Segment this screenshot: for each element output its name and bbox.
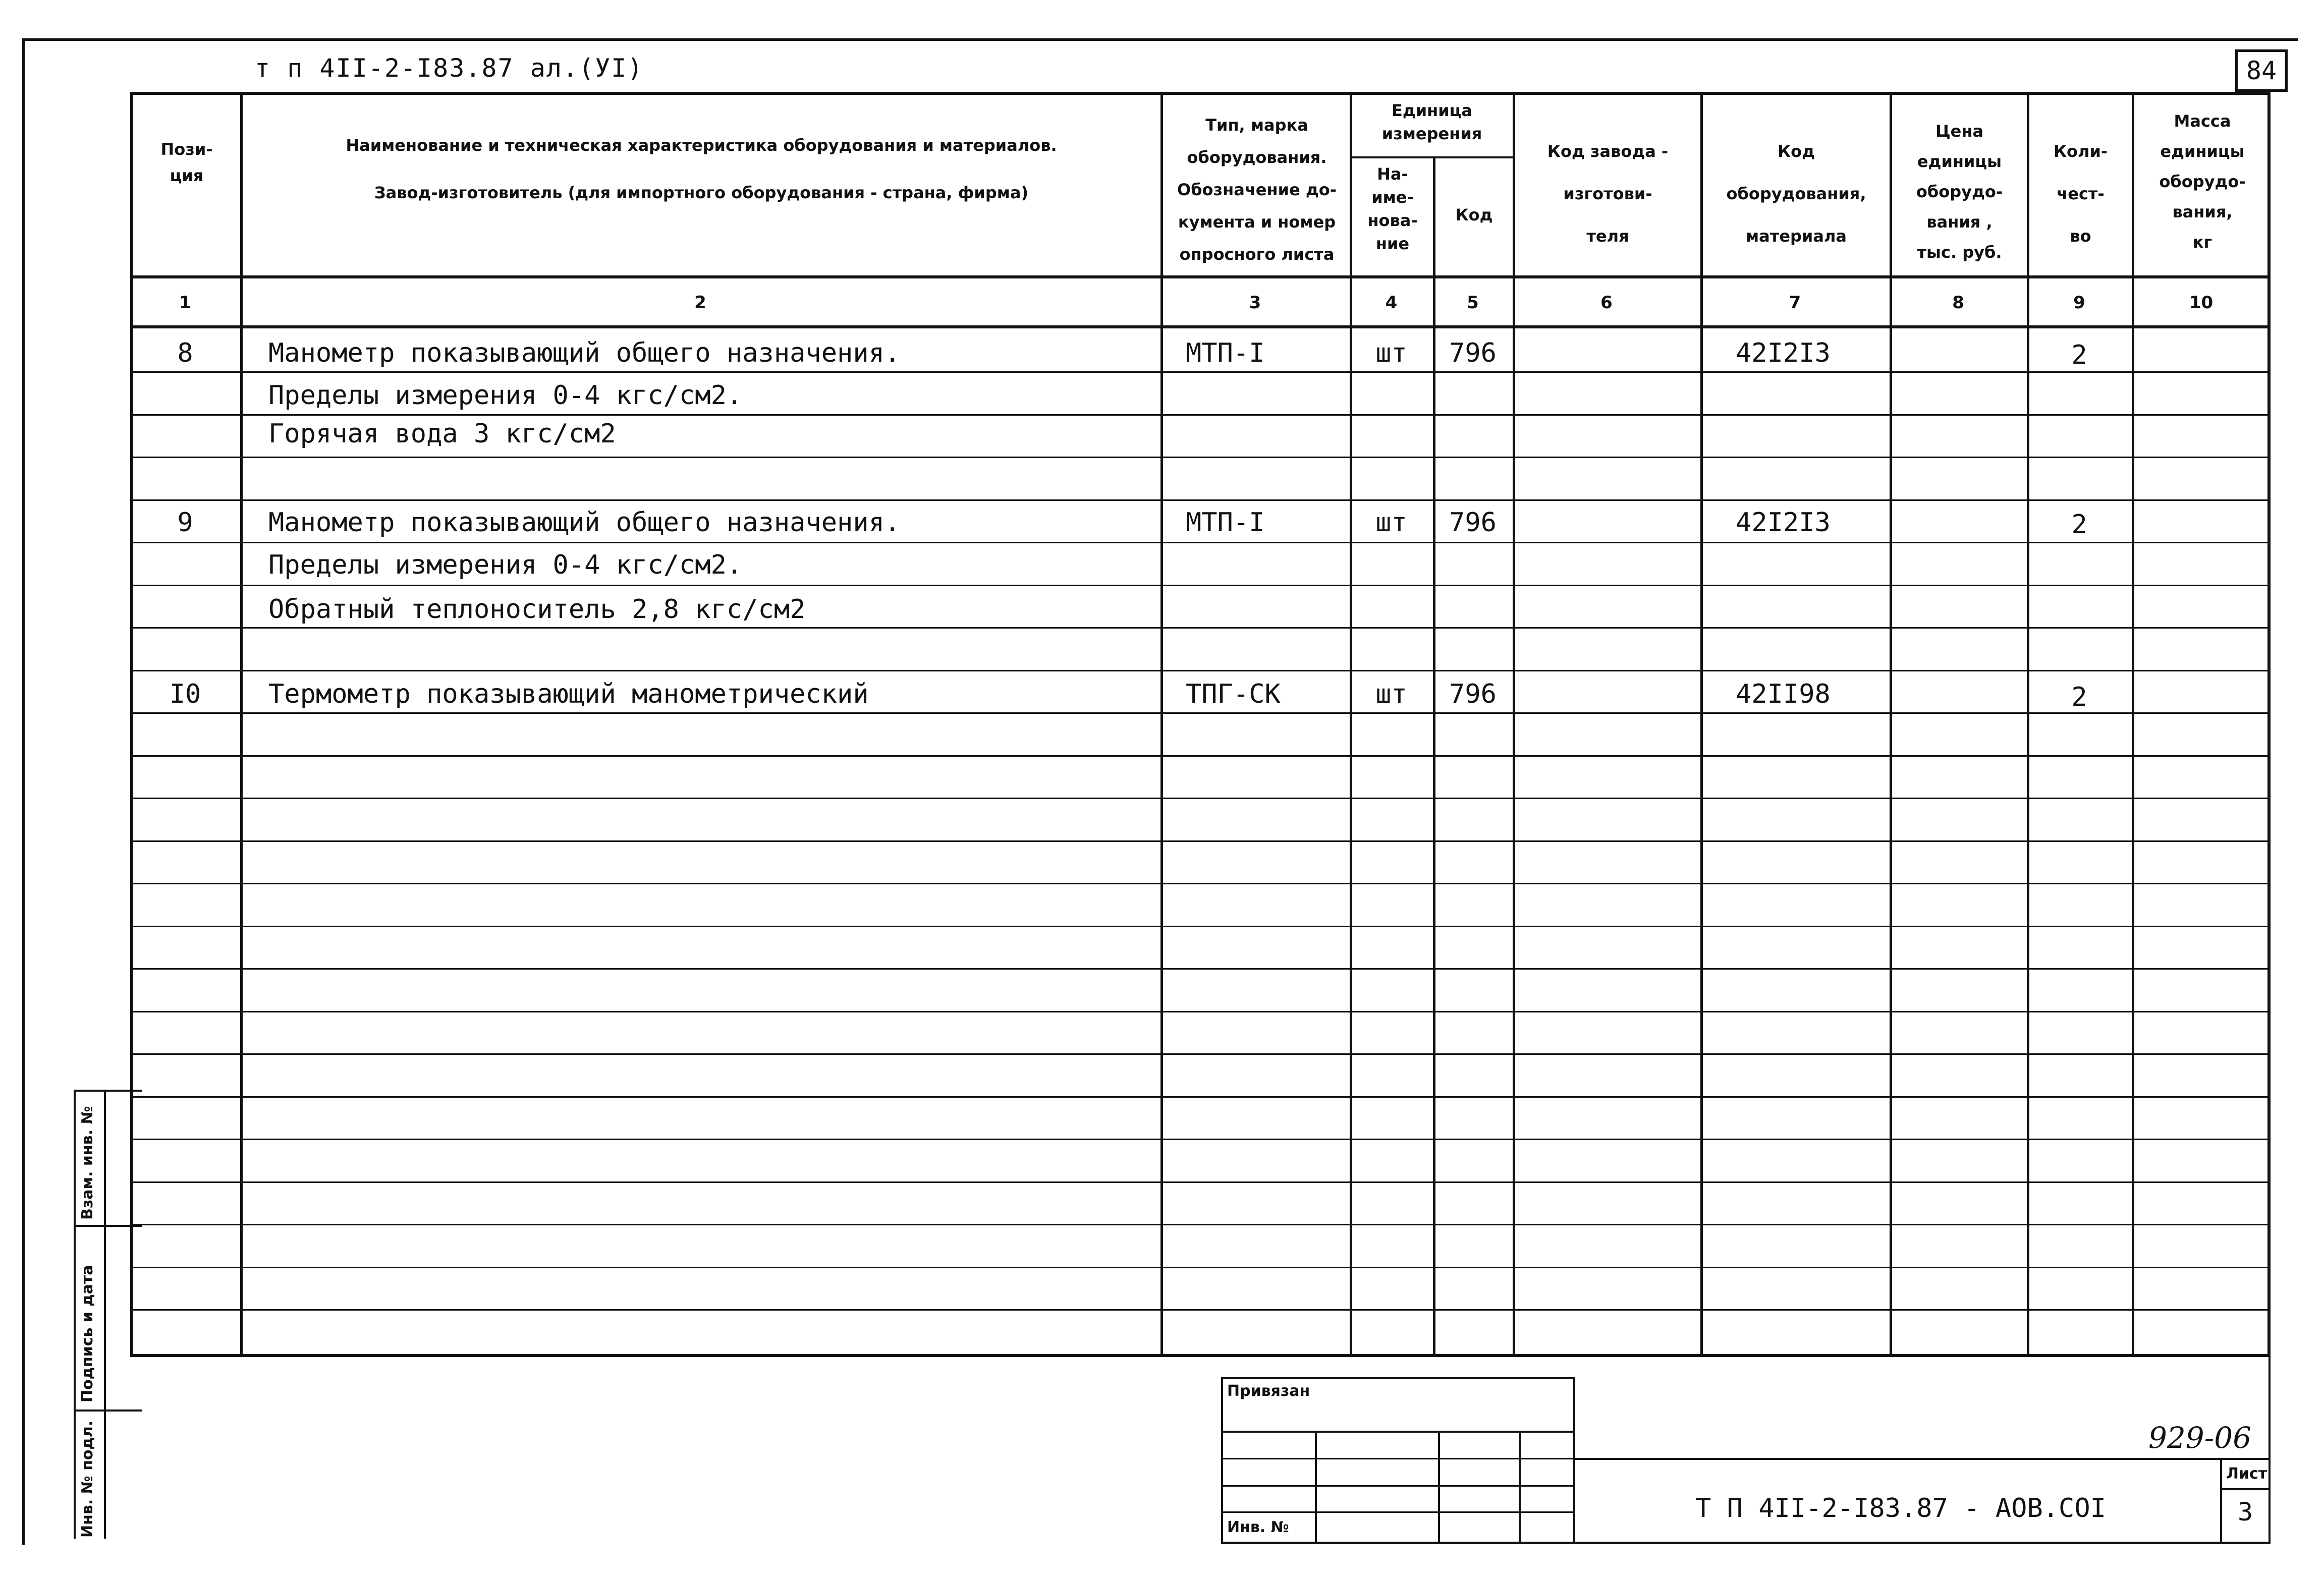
col-divider: [1350, 92, 1352, 1357]
col-divider: [1890, 92, 1892, 1357]
header-equip-code: Код оборудования, материала: [1726, 142, 1866, 246]
row-name: Манометр показывающий общего назначения.: [268, 338, 901, 368]
row-pos: 9: [177, 507, 193, 538]
tb-line: [1519, 1431, 1521, 1544]
colnum-6: 6: [1600, 293, 1613, 313]
tb-line: [1573, 1377, 1575, 1544]
page-number: 84: [2235, 49, 2288, 92]
sheet-label: Лист: [2226, 1465, 2267, 1483]
colnum-bottom-line: [130, 325, 2271, 328]
header-type: Тип, марка оборудования. Обозначение до- кумента и номер опросного листа: [1177, 116, 1337, 264]
row-separator: [130, 755, 2271, 757]
row-unit-code: 796: [1449, 338, 1497, 368]
header-position: Пози- ция: [160, 140, 213, 185]
row-name: Обратный теплоноситель 2,8 кгс/см2: [268, 594, 806, 625]
col-divider: [2132, 92, 2134, 1357]
colnum-8: 8: [1952, 293, 1964, 313]
row-unit: шт: [1375, 338, 1407, 368]
tb-line: [1221, 1458, 1574, 1459]
row-unit-code: 796: [1449, 679, 1497, 709]
colnum-3: 3: [1249, 293, 1261, 313]
attached-label: Привязан: [1227, 1382, 1310, 1400]
tb-line: [1221, 1377, 1223, 1544]
stamp-line: [74, 1090, 76, 1539]
row-type: ТПГ-СК: [1186, 679, 1281, 709]
doc-title: т п 4II-2-I83.87 ал.(УI): [255, 53, 644, 83]
row-separator: [130, 840, 2271, 842]
row-name: Манометр показывающий общего назначения.: [268, 507, 901, 538]
header-unit-name: На- име- нова- ние: [1367, 164, 1418, 253]
colnum-4: 4: [1385, 293, 1398, 313]
spec-table: [130, 92, 2271, 1357]
row-separator: [130, 457, 2271, 458]
handwritten-code: 929-06: [2148, 1421, 2252, 1455]
header-price: Цена единицы оборудо- вания , тыс. руб.: [1916, 122, 2003, 262]
stamp-line: [74, 1090, 142, 1092]
row-separator: [130, 1053, 2271, 1055]
tb-line: [1221, 1485, 1574, 1487]
stamp-orig-inv: Инв. № подл.: [79, 1420, 96, 1538]
tb-line: [1438, 1431, 1440, 1544]
row-separator: [130, 1139, 2271, 1140]
stamp-line: [104, 1090, 106, 1539]
tb-line: [2220, 1488, 2271, 1490]
row-separator: [130, 1267, 2271, 1268]
header-factory-code: Код завода - изготови- теля: [1547, 142, 1669, 246]
row-qty: 2: [2071, 682, 2087, 712]
header-qty: Коли- чест- во: [2053, 142, 2108, 246]
doc-code: Т П 4II-2-I83.87 - АОВ.СОI: [1695, 1493, 2106, 1524]
row-pos: I0: [169, 679, 201, 709]
inv-no-label: Инв. №: [1227, 1518, 1289, 1536]
row-qty: 2: [2071, 510, 2087, 540]
row-separator: [130, 883, 2271, 884]
row-separator: [130, 968, 2271, 970]
row-separator: [130, 1181, 2271, 1183]
row-pos: 8: [177, 338, 193, 368]
header-name-2: Завод-изготовитель (для импортного оборудования - страна, фирма): [374, 183, 1029, 202]
sheet-number: 3: [2237, 1497, 2253, 1527]
row-separator: [130, 670, 2271, 671]
tb-line: [2268, 1357, 2271, 1544]
stamp-replace-inv: Взам. инв. №: [79, 1106, 96, 1220]
row-unit: шт: [1375, 507, 1407, 538]
row-equip-code: 42I2I3: [1736, 507, 1831, 538]
row-separator: [130, 1096, 2271, 1098]
row-separator: [130, 1309, 2271, 1311]
tb-line: [1221, 1377, 1574, 1379]
stamp-line: [74, 1409, 142, 1412]
col-divider: [240, 92, 243, 1357]
row-name: Пределы измерения 0-4 кгс/см2.: [268, 380, 743, 411]
row-name: Термометр показывающий манометрический: [268, 679, 869, 709]
row-unit-code: 796: [1449, 507, 1497, 538]
unit-group-line: [1350, 156, 1513, 158]
row-name: Горячая вода 3 кгс/см2: [268, 419, 616, 449]
row-separator: [130, 1011, 2271, 1012]
header-name-1: Наименование и техническая характеристика оборудования и материалов.: [346, 136, 1057, 155]
col-divider: [1160, 92, 1163, 1357]
colnum-1: 1: [179, 293, 191, 313]
stamp-signature-date: Подпись и дата: [79, 1265, 96, 1402]
col-divider: [1700, 92, 1703, 1357]
header-mass: Масса единицы оборудо- вания, кг: [2159, 111, 2246, 252]
row-name: Пределы измерения 0-4 кгс/см2.: [268, 550, 743, 580]
row-separator: [130, 798, 2271, 799]
row-separator: [130, 1224, 2271, 1225]
tb-line: [1573, 1458, 2271, 1460]
tb-line: [1221, 1431, 1574, 1433]
colnum-5: 5: [1467, 293, 1479, 313]
row-unit: шт: [1375, 679, 1407, 709]
header-bottom-line: [130, 275, 2271, 278]
row-equip-code: 42I2I3: [1736, 338, 1831, 368]
header-unit-group: Единица измерения: [1381, 101, 1482, 143]
col-divider: [1513, 92, 1515, 1357]
tb-line: [1221, 1511, 1574, 1513]
header-unit-code: Код: [1455, 205, 1493, 224]
row-type: МТП-I: [1186, 338, 1265, 368]
row-equip-code: 42II98: [1736, 679, 1831, 709]
colnum-7: 7: [1789, 293, 1801, 313]
tb-line: [1221, 1542, 2271, 1544]
col-divider: [2027, 92, 2029, 1357]
colnum-9: 9: [2073, 293, 2085, 313]
stamp-line: [74, 1225, 142, 1227]
colnum-2: 2: [694, 293, 706, 313]
row-separator: [130, 926, 2271, 927]
row-separator: [130, 499, 2271, 501]
row-type: МТП-I: [1186, 507, 1265, 538]
row-qty: 2: [2071, 340, 2087, 370]
colnum-10: 10: [2189, 293, 2214, 313]
tb-line: [1315, 1431, 1317, 1544]
